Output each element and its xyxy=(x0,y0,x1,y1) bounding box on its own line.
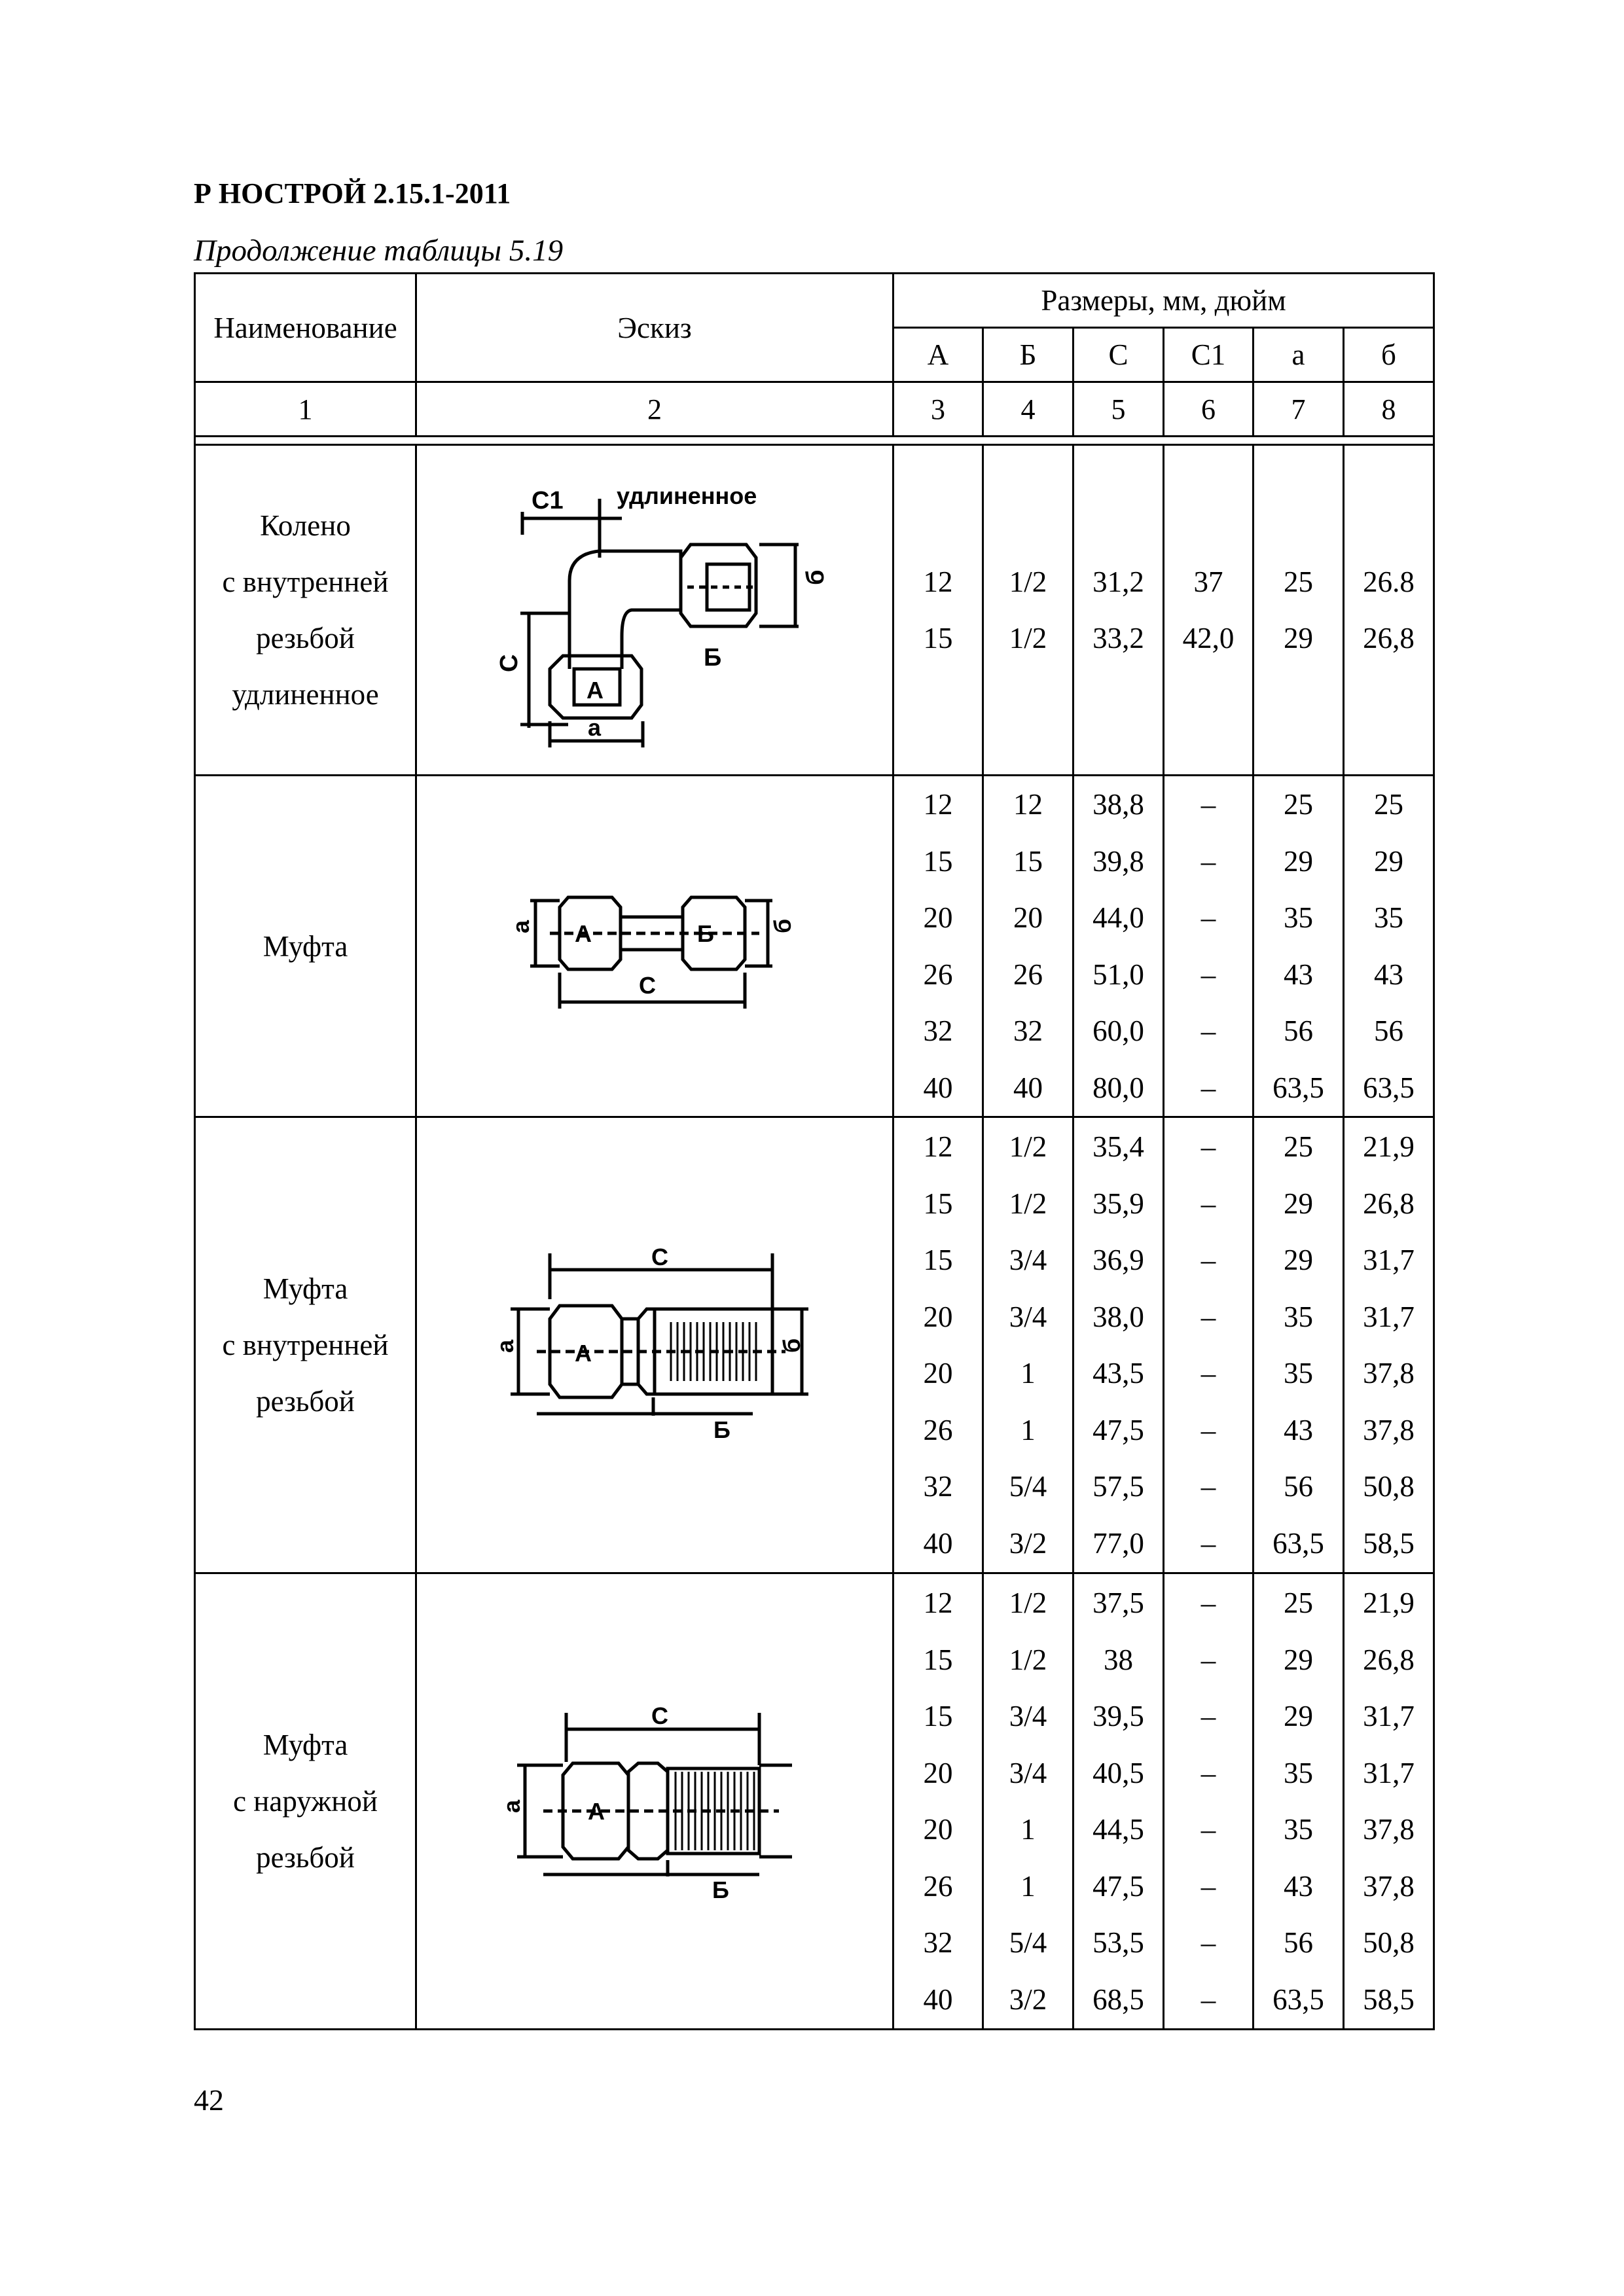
values-A: 12 15 xyxy=(893,445,983,776)
svg-text:б: б xyxy=(802,569,829,585)
svg-text:б: б xyxy=(769,918,796,933)
table-row xyxy=(195,776,1434,1117)
svg-text:Б: Б xyxy=(712,1876,729,1903)
col-number: 8 xyxy=(1344,382,1434,437)
svg-text:А: А xyxy=(588,1798,605,1825)
header-col-A: А xyxy=(893,328,983,382)
table-row xyxy=(195,1117,1434,1573)
svg-text:а: а xyxy=(507,920,534,933)
values-C1: 37 42,0 xyxy=(1164,445,1254,776)
svg-text:С: С xyxy=(639,971,656,999)
values-b: 21,9 26,8 31,7 31,7 37,8 37,8 50,8 58,5 xyxy=(1344,1117,1434,1573)
page-number: 42 xyxy=(194,2083,224,2117)
table-row xyxy=(195,445,1434,776)
item-name: Муфта xyxy=(195,776,416,1117)
values-b: 26.8 26,8 xyxy=(1344,445,1434,776)
svg-text:Б: Б xyxy=(704,644,722,672)
svg-text:а: а xyxy=(588,714,602,741)
col-number: 1 xyxy=(195,382,416,437)
sketch-coupling xyxy=(416,776,893,1117)
sketch-coupling-external-thread xyxy=(416,1573,893,2030)
values-a: 25 29 35 43 56 63,5 xyxy=(1254,776,1344,1117)
svg-text:а: а xyxy=(492,1339,518,1353)
svg-text:Б: Б xyxy=(713,1416,731,1443)
svg-text:А: А xyxy=(586,677,604,704)
svg-text:а: а xyxy=(498,1799,525,1813)
values-a: 25 29 29 35 35 43 56 63,5 xyxy=(1254,1573,1344,2030)
values-B: 1/2 1/2 xyxy=(983,445,1074,776)
svg-text:С: С xyxy=(651,1702,668,1729)
values-A: 12 15 20 26 32 40 xyxy=(893,776,983,1117)
header-col-C: С xyxy=(1074,328,1164,382)
values-C1: – – – – – – – – xyxy=(1164,1117,1254,1573)
svg-text:удлиненное: удлиненное xyxy=(617,482,757,509)
values-C: 35,4 35,9 36,9 38,0 43,5 47,5 57,5 77,0 xyxy=(1074,1117,1164,1573)
values-a: 25 29 xyxy=(1254,445,1344,776)
header-col-b: б xyxy=(1344,328,1434,382)
values-B: 12 15 20 26 32 40 xyxy=(983,776,1074,1117)
item-name: Муфта с наружной резьбой xyxy=(195,1573,416,2030)
svg-text:С: С xyxy=(496,654,523,672)
svg-text:А: А xyxy=(575,1340,592,1367)
values-C: 37,5 38 39,5 40,5 44,5 47,5 53,5 68,5 xyxy=(1074,1573,1164,2030)
header-name: Наименование xyxy=(195,274,416,382)
header-dimensions: Размеры, мм, дюйм xyxy=(893,274,1434,328)
coupling-external-thread-drawing-icon xyxy=(498,1702,805,1903)
table-row xyxy=(195,1573,1434,2030)
col-number: 4 xyxy=(983,382,1074,437)
header-sketch: Эскиз xyxy=(416,274,893,382)
header-col-B: Б xyxy=(983,328,1074,382)
values-A: 12 15 15 20 20 26 32 40 xyxy=(893,1573,983,2030)
col-number: 2 xyxy=(416,382,893,437)
col-number: 3 xyxy=(893,382,983,437)
values-C1: – – – – – – xyxy=(1164,776,1254,1117)
item-name: Колено с внутренней резьбой удлиненное xyxy=(195,445,416,776)
values-a: 25 29 29 35 35 43 56 63,5 xyxy=(1254,1117,1344,1573)
values-C1: – – – – – – – – xyxy=(1164,1573,1254,2030)
dimensions-table xyxy=(194,272,1435,2030)
item-name: Муфта с внутренней резьбой xyxy=(195,1117,416,1573)
coupling-drawing-icon xyxy=(507,881,799,1012)
svg-text:Б: Б xyxy=(697,920,714,947)
values-b: 25 29 35 43 56 63,5 xyxy=(1344,776,1434,1117)
document-code: Р НОСТРОЙ 2.15.1-2011 xyxy=(194,177,511,209)
values-A: 12 15 15 20 20 26 32 40 xyxy=(893,1117,983,1573)
values-C: 31,2 33,2 xyxy=(1074,445,1164,776)
svg-text:б: б xyxy=(778,1338,805,1353)
values-C: 38,8 39,8 44,0 51,0 60,0 80,0 xyxy=(1074,776,1164,1117)
sketch-coupling-internal-thread xyxy=(416,1117,893,1573)
header-col-C1: С1 xyxy=(1164,328,1254,382)
col-number: 5 xyxy=(1074,382,1164,437)
sketch-elbow-extended xyxy=(416,445,893,776)
header-separator xyxy=(195,437,1434,445)
values-B: 1/2 1/2 3/4 3/4 1 1 5/4 3/2 xyxy=(983,1117,1074,1573)
svg-text:С: С xyxy=(651,1244,668,1270)
values-B: 1/2 1/2 3/4 3/4 1 1 5/4 3/2 xyxy=(983,1573,1074,2030)
col-number: 7 xyxy=(1254,382,1344,437)
elbow-drawing-icon xyxy=(471,473,838,747)
table-continuation-caption: Продолжение таблицы 5.19 xyxy=(194,234,564,268)
col-number: 6 xyxy=(1164,382,1254,437)
header-col-a: а xyxy=(1254,328,1344,382)
svg-text:С1: С1 xyxy=(532,487,564,514)
svg-text:А: А xyxy=(575,920,592,947)
values-b: 21,9 26,8 31,7 31,7 37,8 37,8 50,8 58,5 xyxy=(1344,1573,1434,2030)
coupling-internal-thread-drawing-icon xyxy=(492,1244,812,1443)
